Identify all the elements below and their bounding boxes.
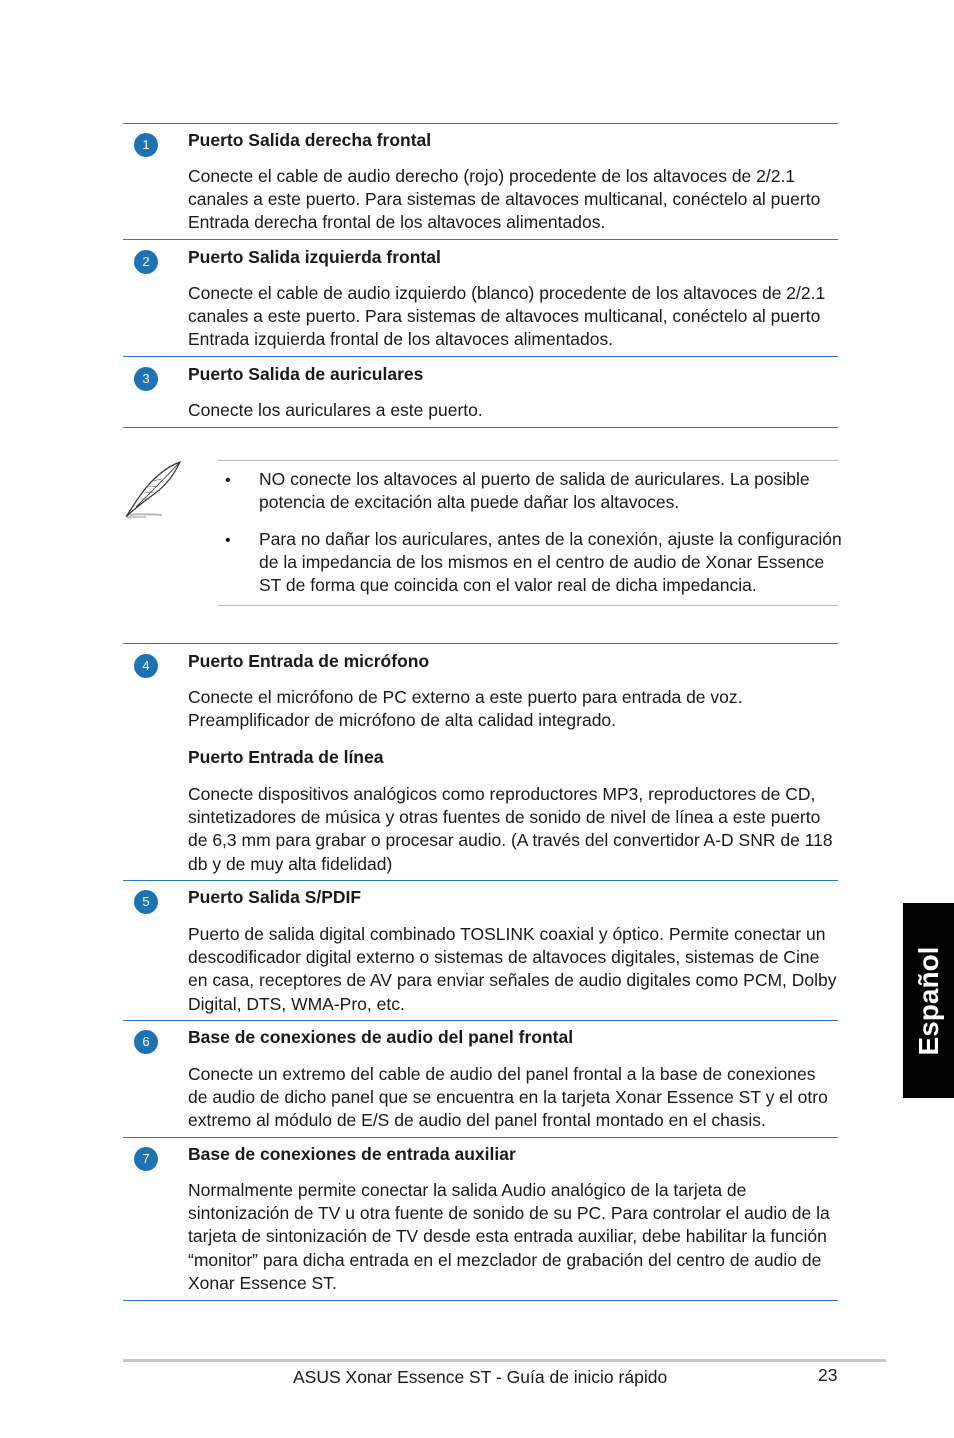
section-divider — [123, 427, 838, 428]
item-text-7: Normalmente permite conectar la salida Audio analógico de la tarjeta de sintonización de TV u otra fuente de sonido de su PC. Para controlar el audio de la tarjeta de sintonización de TV desde esta entrada auxiliar, debe habilitar la función “monitor” para dicha entrada en el mezclador de grabación del centro de audio de Xonar Essence ST. — [188, 1180, 830, 1293]
item-title-1: Puerto Salida derecha frontal — [188, 130, 432, 150]
language-side-tab — [903, 903, 954, 1098]
item-text-4: Conecte el micrófono de PC externo a este puerto para entrada de voz. Preamplificador de micrófono de alta calidad integrado. — [188, 687, 743, 731]
note-item-1: NO conecte los altavoces al puerto de salida de auriculares. La posible potencia de excitación alta puede dañar los altavoces. — [259, 469, 810, 513]
section-divider — [123, 643, 838, 644]
item-number-badge-7: 7 — [134, 1147, 158, 1171]
note-bottom-border — [218, 605, 838, 606]
section-divider — [123, 1020, 838, 1021]
item-title-7: Base de conexiones de entrada auxiliar — [188, 1144, 516, 1164]
item-text-1: Conecte el cable de audio derecho (rojo) procedente de los altavoces de 2/2.1 canales a este puerto. Para sistemas de altavoces multicanal, conéctelo al puerto Entrada derecha frontal de los altavoces alimentados. — [188, 166, 821, 233]
section-divider — [123, 239, 838, 240]
note-bullet: • — [225, 532, 231, 549]
item-text-2: Conecte el cable de audio izquierdo (blanco) procedente de los altavoces de 2/2.1 canales a este puerto. Para sistemas de altavoces multicanal, conéctelo al puerto Entrada izquierda frontal de los altavoces alimentados. — [188, 283, 826, 350]
section-divider — [123, 1137, 838, 1138]
item-number-badge-5: 5 — [134, 890, 158, 914]
item-number-badge-2: 2 — [134, 250, 158, 274]
section-divider — [123, 123, 838, 124]
item-text-5: Puerto de salida digital combinado TOSLINK coaxial y óptico. Permite conectar un descodificador digital externo o sistemas de altavoces digitales, sistemas de Cine en casa, receptores de AV para enviar señales de audio digitales como PCM, Dolby Digital, DTS, WMA-Pro, etc. — [188, 924, 837, 1014]
note-top-border — [218, 460, 838, 461]
section-divider — [123, 356, 838, 357]
item-title-2: Puerto Salida izquierda frontal — [188, 247, 441, 267]
section-divider — [123, 880, 838, 881]
item-subtitle-4: Puerto Entrada de línea — [188, 747, 384, 767]
section-divider — [123, 1300, 838, 1301]
item-number-badge-3: 3 — [134, 367, 158, 391]
item-subtext-4: Conecte dispositivos analógicos como reproductores MP3, reproductores de CD, sintetizadores de música y otras fuentes de sonido de nivel de línea a este puerto de 6,3 mm para grabar o procesar audio. (A través del convertidor A-D SNR de 118 db y de muy alta fidelidad) — [188, 784, 833, 874]
item-number-badge-4: 4 — [134, 654, 158, 678]
page-number: 23 — [818, 1365, 838, 1385]
item-number-badge-6: 6 — [134, 1030, 158, 1054]
footer-title: ASUS Xonar Essence ST - Guía de inicio rápido — [293, 1367, 668, 1387]
item-title-5: Puerto Salida S/PDIF — [188, 887, 362, 907]
item-title-6: Base de conexiones de audio del panel frontal — [188, 1027, 574, 1047]
language-label: Español — [912, 946, 944, 1055]
item-text-3: Conecte los auriculares a este puerto. — [188, 400, 483, 420]
item-title-3: Puerto Salida de auriculares — [188, 364, 424, 384]
pen-note-icon — [122, 459, 184, 521]
item-text-6: Conecte un extremo del cable de audio del panel frontal a la base de conexiones de audio de dicho panel que se encuentra en la tarjeta Xonar Essence ST y el otro extremo al módulo de E/S de audio del panel frontal montado en el chasis. — [188, 1064, 828, 1131]
footer-divider — [123, 1359, 886, 1362]
item-title-4: Puerto Entrada de micrófono — [188, 651, 430, 671]
note-item-2: Para no dañar los auriculares, antes de la conexión, ajuste la configuración de la impedancia de los mismos en el centro de audio de Xonar Essence ST de forma que coincida con el valor real de dicha impedancia. — [259, 529, 842, 596]
item-number-badge-1: 1 — [134, 133, 158, 157]
note-bullet: • — [225, 472, 231, 489]
